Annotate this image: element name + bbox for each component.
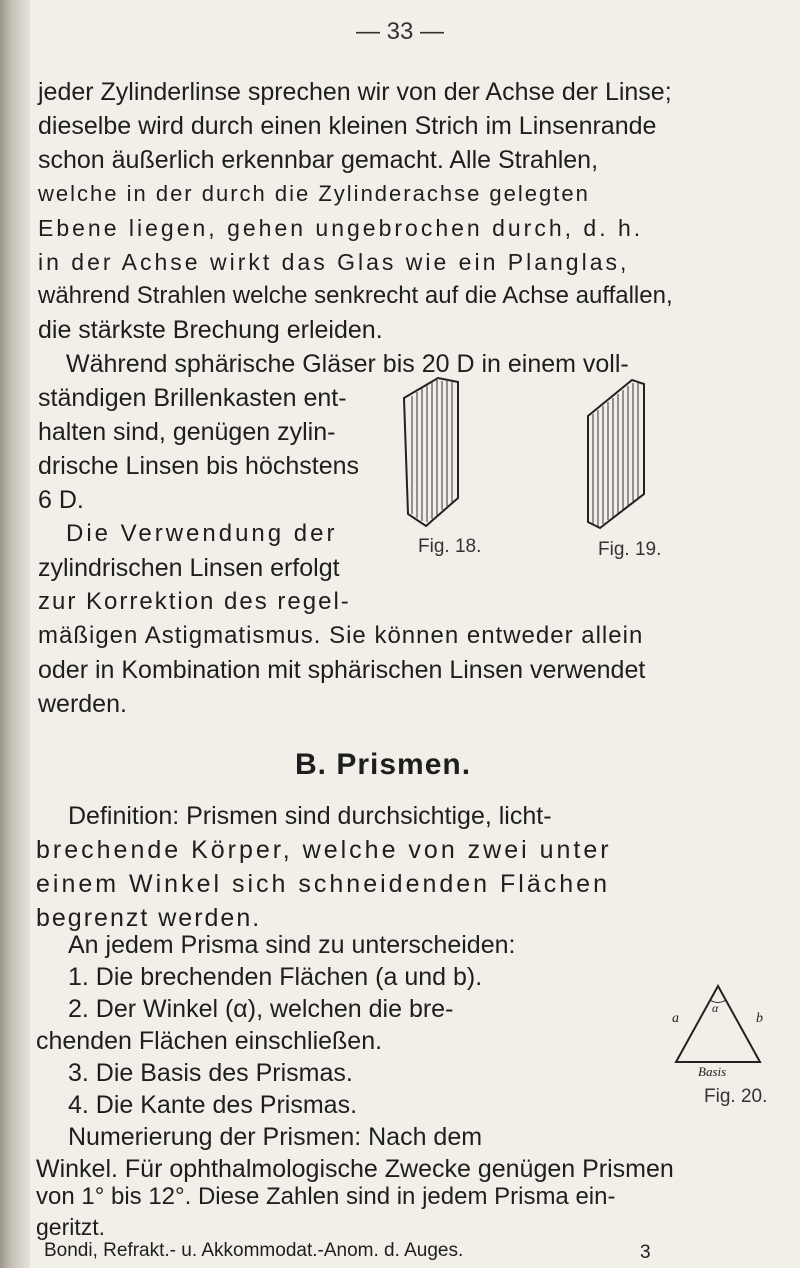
- figure-18-caption: Fig. 18.: [418, 536, 482, 557]
- figure-20-alpha-label: α: [712, 1001, 719, 1015]
- text-line: drische Linsen bis höchstens: [38, 452, 360, 480]
- text-line: begrenzt werden.: [36, 904, 262, 932]
- text-line: An jedem Prisma sind zu unterscheiden:: [68, 931, 516, 959]
- text-line: Die Verwendung der: [66, 520, 338, 547]
- text-line: während Strahlen welche senkrecht auf die Achse auffallen,: [38, 282, 673, 309]
- text-line: schon äußerlich erkennbar gemacht. Alle Strahlen,: [38, 146, 599, 174]
- text-line: die stärkste Brechung erleiden.: [38, 316, 383, 344]
- signature-mark: 3: [640, 1242, 651, 1263]
- text-line: zur Korrektion des regel-: [38, 588, 351, 615]
- section-heading: B. Prismen.: [295, 748, 472, 781]
- figure-20-side-b-label: b: [756, 1011, 763, 1026]
- text-line: Winkel. Für ophthalmologische Zwecke genügen Prismen: [36, 1155, 674, 1183]
- text-line: halten sind, genügen zylin-: [38, 418, 336, 446]
- text-line: 3. Die Basis des Prismas.: [68, 1059, 353, 1087]
- text-line: zylindrischen Linsen erfolgt: [38, 554, 340, 582]
- text-line: mäßigen Astigmatismus. Sie können entweder allein: [38, 622, 644, 649]
- text-line: Definition: Prismen sind durchsichtige, licht-: [68, 802, 552, 830]
- figure-20-basis-label: Basis: [698, 1064, 727, 1077]
- text-line: Ebene liegen, gehen ungebrochen durch, d. h.: [38, 215, 644, 241]
- text-line: ständigen Brillenkasten ent-: [38, 384, 347, 412]
- prism-figure-20: [658, 982, 778, 1077]
- text-line: in der Achse wirkt das Glas wie ein Planglas,: [38, 249, 630, 275]
- text-line: geritzt.: [36, 1214, 106, 1240]
- text-line: Während sphärische Gläser bis 20 D in einem voll-: [66, 350, 629, 378]
- cylinder-lens-figure-19: [560, 376, 666, 536]
- text-line: chenden Flächen einschließen.: [36, 1027, 383, 1055]
- page-number: — 33 —: [355, 18, 445, 45]
- figure-19-caption: Fig. 19.: [598, 539, 662, 560]
- text-line: 2. Der Winkel (α), welchen die bre-: [68, 995, 454, 1023]
- figure-20-caption: Fig. 20.: [704, 1086, 768, 1107]
- text-line: dieselbe wird durch einen kleinen Strich im Linsenrande: [38, 112, 657, 140]
- text-line: welche in der durch die Zylinderachse gelegten: [38, 181, 590, 206]
- text-line: oder in Kombination mit sphärischen Linsen verwendet: [38, 656, 646, 684]
- footer-text: Bondi, Refrakt.- u. Akkommodat.-Anom. d. Auges.: [44, 1240, 464, 1261]
- cylinder-lens-figure-18: [382, 376, 488, 536]
- text-line: Numerierung der Prismen: Nach dem: [68, 1123, 483, 1151]
- text-line: werden.: [38, 690, 127, 718]
- text-line: 4. Die Kante des Prismas.: [68, 1091, 358, 1119]
- text-line: 1. Die brechenden Flächen (a und b).: [68, 963, 483, 991]
- figure-20-side-a-label: a: [672, 1011, 679, 1026]
- text-line: 6 D.: [38, 486, 84, 514]
- text-line: jeder Zylinderlinse sprechen wir von der Achse der Linse;: [38, 78, 672, 106]
- text-line: einem Winkel sich schneidenden Flächen: [36, 870, 610, 898]
- text-line: von 1° bis 12°. Diese Zahlen sind in jedem Prisma ein-: [36, 1183, 616, 1210]
- text-line: brechende Körper, welche von zwei unter: [36, 836, 612, 864]
